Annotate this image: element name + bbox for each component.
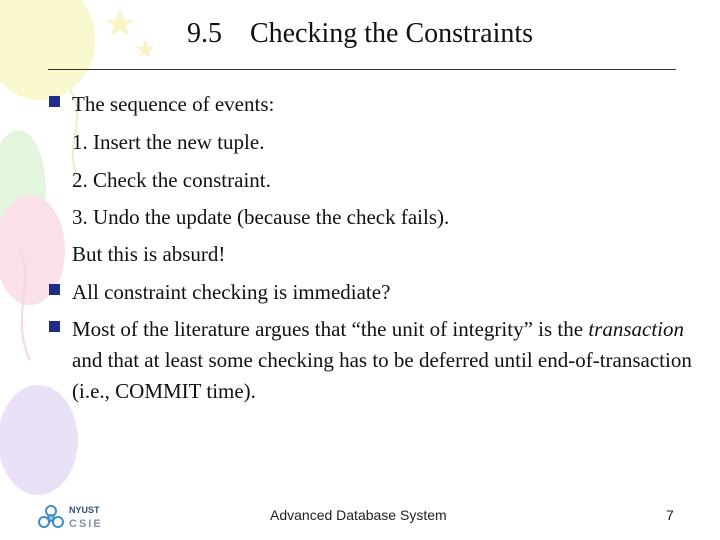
literature-text-start: Most of the literature argues that “the unit of integrity” is the: [72, 317, 589, 341]
nyust-logo-icon: [36, 503, 66, 533]
slide-title: 9.5 Checking the Constraints: [186, 18, 534, 49]
balloon-purple: [0, 385, 78, 495]
logo-label-nyust: NYUST: [69, 505, 100, 515]
step-undo: 3. Undo the update (because the check fails).: [72, 205, 450, 229]
bullet-icon: [49, 96, 60, 107]
logo-label-csie: CSIE: [69, 518, 103, 530]
absurd-remark: But this is absurd!: [72, 242, 226, 266]
bullet-icon: [49, 321, 60, 332]
balloon-yellow: [0, 0, 95, 100]
bullet-immediate: All constraint checking is immediate?: [72, 280, 391, 304]
title-divider: [48, 69, 676, 70]
bullet-icon: [49, 284, 60, 295]
step-insert: 1. Insert the new tuple.: [72, 130, 265, 154]
step-check: 2. Check the constraint.: [72, 168, 271, 192]
bullet-literature: [72, 314, 717, 407]
bullet-sequence: The sequence of events:: [72, 92, 275, 116]
literature-text-end: and that at least some checking has to be deferred until end-of-transaction (i.e., COMMIT time).: [72, 348, 692, 403]
footer-course-name: Advanced Database System: [270, 507, 447, 523]
transaction-term: transaction: [588, 317, 684, 341]
page-number: 7: [666, 507, 674, 523]
